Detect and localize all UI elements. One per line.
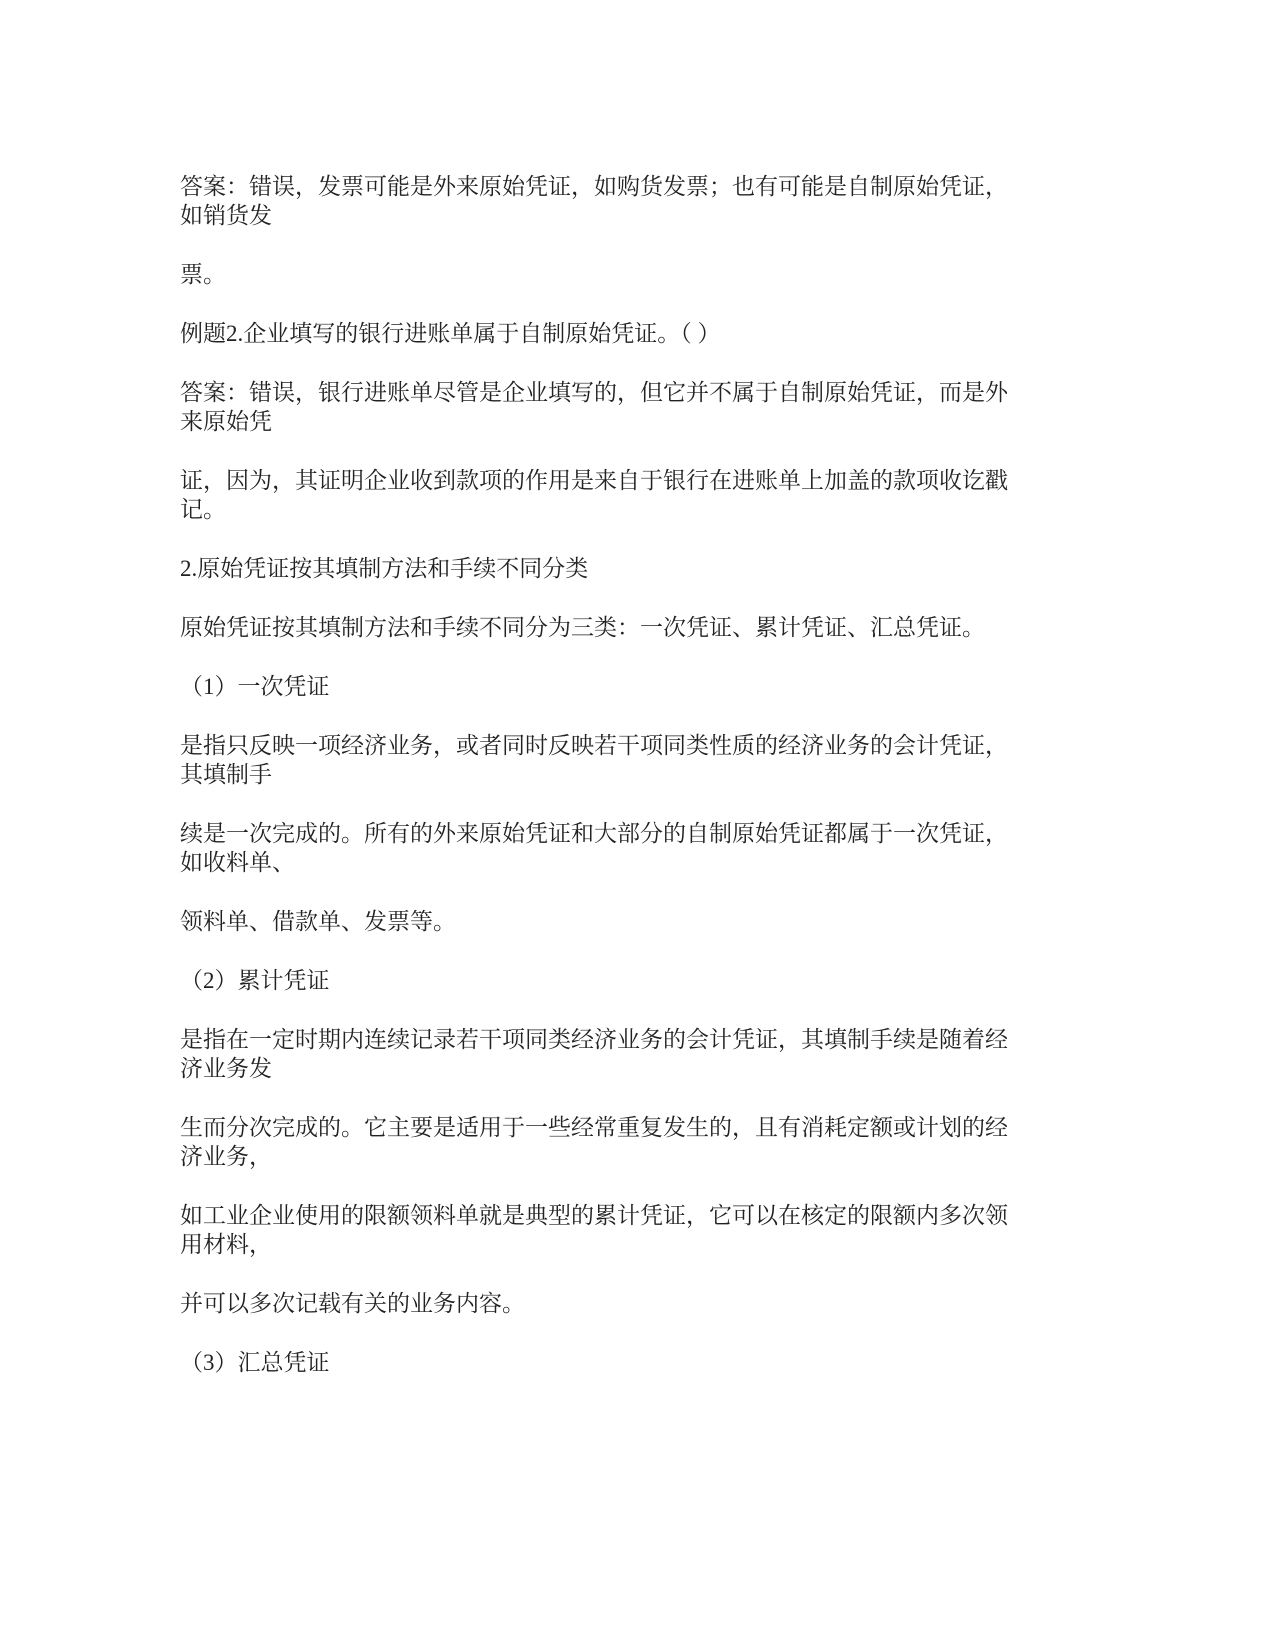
text-line: （2）累计凭证	[180, 968, 330, 993]
body-paragraph	[180, 466, 1100, 524]
text-line: 2.原始凭证按其填制方法和手续不同分类	[180, 556, 589, 581]
text-line: 续是一次完成的。所有的外来原始凭证和大部分的自制原始凭证都属于一次凭证，	[180, 821, 1008, 846]
text-line: 来原始凭	[180, 409, 272, 434]
subsection-heading	[180, 1348, 1100, 1377]
text-line: 记。	[180, 497, 226, 522]
section-heading	[180, 554, 1100, 583]
example-question	[180, 319, 1100, 348]
text-line: 并可以多次记载有关的业务内容。	[180, 1291, 525, 1316]
body-paragraph	[180, 1201, 1100, 1259]
text-line: 答案：错误，银行进账单尽管是企业填写的，但它并不属于自制原始凭证，而是外	[180, 380, 1008, 405]
body-paragraph	[180, 1025, 1100, 1083]
text-line: 济业务，	[180, 1144, 272, 1169]
text-line: 领料单、借款单、发票等。	[180, 909, 456, 934]
text-line: 用材料，	[180, 1232, 272, 1257]
text-line: （1）一次凭证	[180, 674, 330, 699]
text-line: 如销货发	[180, 203, 272, 228]
text-line: 例题2.企业填写的银行进账单属于自制原始凭证。（ ）	[180, 321, 721, 346]
body-paragraph	[180, 1289, 1100, 1318]
text-line: 是指只反映一项经济业务，或者同时反映若干项同类性质的经济业务的会计凭证，	[180, 733, 1008, 758]
subsection-heading	[180, 672, 1100, 701]
text-line: 票。	[180, 262, 226, 287]
text-line: 是指在一定时期内连续记录若干项同类经济业务的会计凭证，其填制手续是随着经	[180, 1027, 1008, 1052]
text-line: 生而分次完成的。它主要是适用于一些经常重复发生的，且有消耗定额或计划的经	[180, 1115, 1008, 1140]
answer-paragraph	[180, 378, 1100, 436]
text-line: 答案：错误，发票可能是外来原始凭证，如购货发票；也有可能是自制原始凭证，	[180, 174, 1008, 199]
text-line: 原始凭证按其填制方法和手续不同分为三类：一次凭证、累计凭证、汇总凭证。	[180, 615, 985, 640]
text-line: 证，因为，其证明企业收到款项的作用是来自于银行在进账单上加盖的款项收讫戳	[180, 468, 1008, 493]
body-paragraph	[180, 907, 1100, 936]
text-line: 济业务发	[180, 1056, 272, 1081]
text-line: （3）汇总凭证	[180, 1350, 330, 1375]
body-paragraph	[180, 613, 1100, 642]
answer-paragraph	[180, 172, 1100, 230]
body-paragraph	[180, 260, 1100, 289]
body-paragraph	[180, 1113, 1100, 1171]
body-paragraph	[180, 731, 1100, 789]
body-paragraph	[180, 819, 1100, 877]
text-line: 如收料单、	[180, 850, 295, 875]
subsection-heading	[180, 966, 1100, 995]
text-line: 如工业企业使用的限额领料单就是典型的累计凭证，它可以在核定的限额内多次领	[180, 1203, 1008, 1228]
document-page	[180, 172, 1100, 1407]
text-line: 其填制手	[180, 762, 272, 787]
